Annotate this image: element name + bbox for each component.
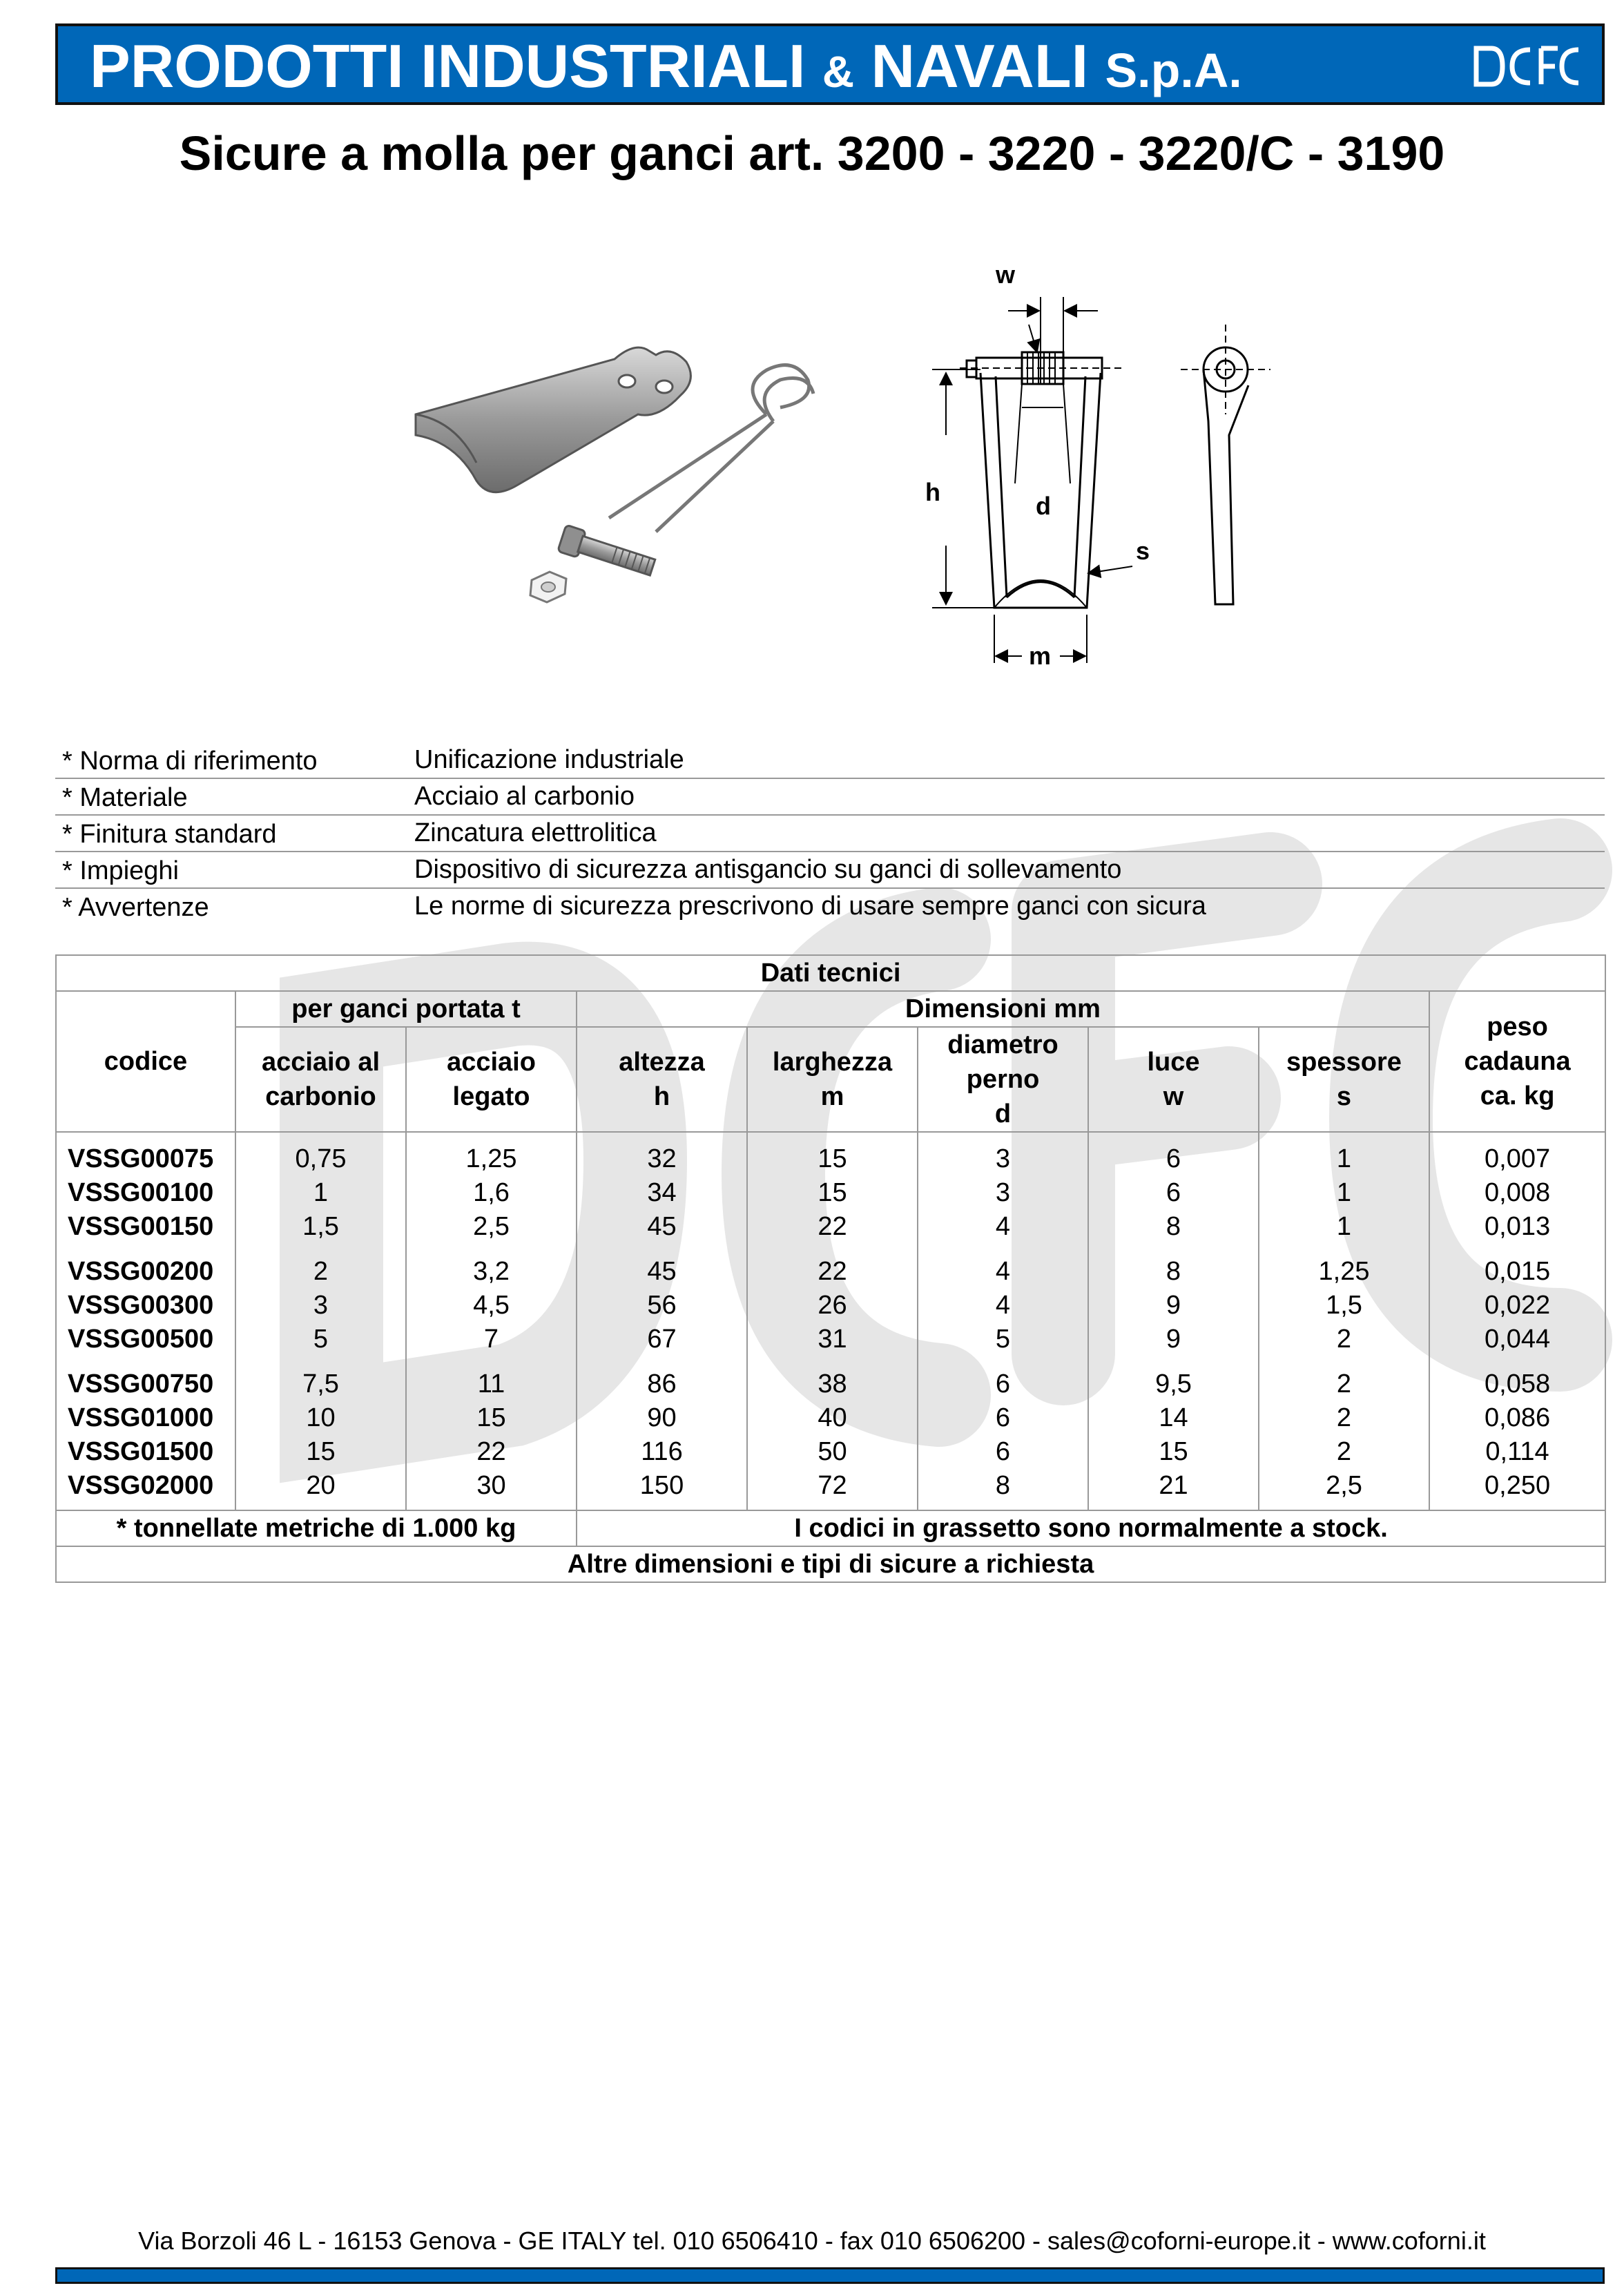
value-cell: 15 bbox=[747, 1176, 918, 1210]
value-cell: 15 bbox=[747, 1132, 918, 1176]
label-m: m bbox=[1029, 642, 1052, 670]
value-cell: 0,086 bbox=[1429, 1401, 1605, 1435]
gap-cell bbox=[577, 1244, 747, 1255]
gap-cell bbox=[56, 1356, 235, 1367]
value-cell: 31 bbox=[747, 1323, 918, 1356]
gap-cell bbox=[235, 1244, 406, 1255]
spec-row bbox=[55, 742, 1605, 779]
value-cell: 26 bbox=[747, 1289, 918, 1323]
code-cell: VSSG00200 bbox=[56, 1255, 235, 1289]
footer-contact: Via Borzoli 46 L - 16153 Genova - GE ITALY tel. 010 6506410 - fax 010 6506200 - sales@coforni-europe.it - www.coforni.it bbox=[138, 2227, 1486, 2255]
value-cell: 0,022 bbox=[1429, 1289, 1605, 1323]
value-cell: 2 bbox=[1259, 1367, 1429, 1401]
gap-cell bbox=[1088, 1244, 1259, 1255]
value-cell: 5 bbox=[235, 1323, 406, 1356]
value-cell: 15 bbox=[1088, 1435, 1259, 1469]
gap-cell bbox=[1259, 1356, 1429, 1367]
value-cell: 38 bbox=[747, 1367, 918, 1401]
value-cell: 10 bbox=[235, 1401, 406, 1435]
header-peso bbox=[1429, 991, 1605, 1132]
label-d: d bbox=[1036, 492, 1051, 520]
value-cell: 1,25 bbox=[1259, 1255, 1429, 1289]
spec-value: Le norme di sicurezza prescrivono di usare sempre ganci con sicura bbox=[414, 892, 1206, 921]
value-cell: 32 bbox=[577, 1132, 747, 1176]
technical-data-table bbox=[55, 954, 1606, 1583]
header-diametro-line: diametro bbox=[947, 1030, 1058, 1059]
header-luce bbox=[1088, 1027, 1259, 1132]
header-larghezza bbox=[747, 1027, 918, 1132]
spec-row bbox=[55, 852, 1605, 889]
value-cell: 20 bbox=[235, 1469, 406, 1510]
value-cell: 22 bbox=[406, 1435, 577, 1469]
header-spessore-line: s bbox=[1336, 1082, 1352, 1111]
footer-bar bbox=[55, 2267, 1605, 2284]
header-carbonio-line: carbonio bbox=[265, 1082, 376, 1111]
header-portata: per ganci portata t bbox=[235, 991, 577, 1027]
value-cell: 1,25 bbox=[406, 1132, 577, 1176]
gap-cell bbox=[918, 1356, 1088, 1367]
code-cell: VSSG00750 bbox=[56, 1367, 235, 1401]
value-cell: 15 bbox=[406, 1401, 577, 1435]
value-cell: 1 bbox=[1259, 1176, 1429, 1210]
value-cell: 0,007 bbox=[1429, 1132, 1605, 1176]
code-cell: VSSG01500 bbox=[56, 1435, 235, 1469]
value-cell: 3 bbox=[918, 1132, 1088, 1176]
label-w: w bbox=[996, 260, 1016, 289]
spec-label: * Materiale bbox=[62, 783, 188, 812]
value-cell: 0,058 bbox=[1429, 1367, 1605, 1401]
table-row bbox=[56, 1255, 1605, 1289]
value-cell: 116 bbox=[577, 1435, 747, 1469]
header-diametro-line: d bbox=[994, 1099, 1012, 1128]
gap-cell bbox=[1429, 1244, 1605, 1255]
code-cell: VSSG01000 bbox=[56, 1401, 235, 1435]
header-legato-line: legato bbox=[452, 1082, 530, 1111]
company-name bbox=[90, 33, 1242, 105]
value-cell: 0,015 bbox=[1429, 1255, 1605, 1289]
note-altre-dimensioni: Altre dimensioni e tipi di sicure a richiesta bbox=[56, 1546, 1605, 1582]
value-cell: 9 bbox=[1088, 1323, 1259, 1356]
value-cell: 21 bbox=[1088, 1469, 1259, 1510]
value-cell: 67 bbox=[577, 1323, 747, 1356]
value-cell: 86 bbox=[577, 1367, 747, 1401]
specs-list bbox=[55, 742, 1605, 924]
header-bar bbox=[55, 23, 1605, 105]
gap-cell bbox=[235, 1356, 406, 1367]
value-cell: 0,008 bbox=[1429, 1176, 1605, 1210]
value-cell: 8 bbox=[918, 1469, 1088, 1510]
spec-value: Dispositivo di sicurezza antisgancio su ganci di sollevamento bbox=[414, 855, 1122, 884]
value-cell: 0,114 bbox=[1429, 1435, 1605, 1469]
company-name-main: PRODOTTI INDUSTRIALI bbox=[90, 32, 806, 100]
value-cell: 1 bbox=[1259, 1132, 1429, 1176]
spec-label: * Impieghi bbox=[62, 856, 179, 885]
value-cell: 9 bbox=[1088, 1289, 1259, 1323]
header-legato-line: acciaio bbox=[447, 1048, 536, 1077]
value-cell: 6 bbox=[918, 1367, 1088, 1401]
header-carbonio bbox=[235, 1027, 406, 1132]
table-row bbox=[56, 1323, 1605, 1356]
value-cell: 4,5 bbox=[406, 1289, 577, 1323]
value-cell: 0,75 bbox=[235, 1132, 406, 1176]
table-body bbox=[56, 1132, 1605, 1510]
value-cell: 7 bbox=[406, 1323, 577, 1356]
header-larghezza-line: m bbox=[820, 1082, 844, 1111]
value-cell: 72 bbox=[747, 1469, 918, 1510]
code-cell: VSSG00500 bbox=[56, 1323, 235, 1356]
value-cell: 22 bbox=[747, 1210, 918, 1244]
value-cell: 1,5 bbox=[235, 1210, 406, 1244]
company-name-amp: & bbox=[822, 47, 855, 97]
header-spessore-line: spessore bbox=[1286, 1048, 1402, 1077]
value-cell: 2 bbox=[1259, 1401, 1429, 1435]
value-cell: 3 bbox=[918, 1176, 1088, 1210]
code-cell: VSSG00150 bbox=[56, 1210, 235, 1244]
value-cell: 1,5 bbox=[1259, 1289, 1429, 1323]
value-cell: 1 bbox=[1259, 1210, 1429, 1244]
value-cell: 150 bbox=[577, 1469, 747, 1510]
gap-cell bbox=[56, 1244, 235, 1255]
value-cell: 1 bbox=[235, 1176, 406, 1210]
value-cell: 30 bbox=[406, 1469, 577, 1510]
code-cell: VSSG02000 bbox=[56, 1469, 235, 1510]
table-row bbox=[56, 1401, 1605, 1435]
value-cell: 2 bbox=[1259, 1435, 1429, 1469]
value-cell: 45 bbox=[577, 1210, 747, 1244]
table-row bbox=[56, 1132, 1605, 1176]
value-cell: 4 bbox=[918, 1289, 1088, 1323]
value-cell: 7,5 bbox=[235, 1367, 406, 1401]
value-cell: 3 bbox=[235, 1289, 406, 1323]
table-row bbox=[56, 1435, 1605, 1469]
spec-label: * Avvertenze bbox=[62, 893, 209, 922]
header-altezza-line: altezza bbox=[619, 1048, 705, 1077]
value-cell: 0,250 bbox=[1429, 1469, 1605, 1510]
value-cell: 2,5 bbox=[406, 1210, 577, 1244]
value-cell: 11 bbox=[406, 1367, 577, 1401]
header-legato bbox=[406, 1027, 577, 1132]
code-cell: VSSG00300 bbox=[56, 1289, 235, 1323]
header-peso-line: cadauna bbox=[1464, 1047, 1571, 1076]
gap-cell bbox=[406, 1244, 577, 1255]
gap-cell bbox=[1259, 1244, 1429, 1255]
value-cell: 6 bbox=[918, 1401, 1088, 1435]
value-cell: 6 bbox=[1088, 1132, 1259, 1176]
header-diametro bbox=[918, 1027, 1088, 1132]
spec-value: Zincatura elettrolitica bbox=[414, 818, 657, 847]
value-cell: 0,044 bbox=[1429, 1323, 1605, 1356]
value-cell: 45 bbox=[577, 1255, 747, 1289]
header-codice: codice bbox=[56, 991, 235, 1132]
value-cell: 6 bbox=[918, 1435, 1088, 1469]
company-name-spa: S.p.A. bbox=[1105, 44, 1242, 97]
gap-cell bbox=[1429, 1356, 1605, 1367]
value-cell: 9,5 bbox=[1088, 1367, 1259, 1401]
code-cell: VSSG00100 bbox=[56, 1176, 235, 1210]
header-peso-line: ca. kg bbox=[1480, 1081, 1555, 1111]
label-s: s bbox=[1136, 537, 1150, 565]
value-cell: 4 bbox=[918, 1255, 1088, 1289]
spec-row bbox=[55, 889, 1605, 924]
company-name-navali: NAVALI bbox=[871, 32, 1089, 100]
note-tonnellate: * tonnellate metriche di 1.000 kg bbox=[56, 1510, 577, 1546]
table-group-gap bbox=[56, 1356, 1605, 1367]
table-row bbox=[56, 1289, 1605, 1323]
table-row bbox=[56, 1210, 1605, 1244]
header-luce-line: luce bbox=[1147, 1048, 1200, 1077]
value-cell: 22 bbox=[747, 1255, 918, 1289]
spec-row bbox=[55, 816, 1605, 852]
header-diametro-line: perno bbox=[966, 1065, 1040, 1094]
header-larghezza-line: larghezza bbox=[772, 1048, 893, 1077]
value-cell: 56 bbox=[577, 1289, 747, 1323]
value-cell: 8 bbox=[1088, 1255, 1259, 1289]
label-h: h bbox=[925, 478, 940, 506]
spec-label: * Finitura standard bbox=[62, 820, 277, 849]
gap-cell bbox=[577, 1356, 747, 1367]
technical-drawing bbox=[918, 256, 1291, 691]
page-title: Sicure a molla per ganci art. 3200 - 3220 - 3220/C - 3190 bbox=[179, 126, 1445, 180]
header-peso-line: peso bbox=[1487, 1012, 1548, 1041]
value-cell: 3,2 bbox=[406, 1255, 577, 1289]
value-cell: 14 bbox=[1088, 1401, 1259, 1435]
value-cell: 2 bbox=[235, 1255, 406, 1289]
value-cell: 40 bbox=[747, 1401, 918, 1435]
value-cell: 8 bbox=[1088, 1210, 1259, 1244]
table-group-gap bbox=[56, 1244, 1605, 1255]
spec-row bbox=[55, 779, 1605, 816]
value-cell: 50 bbox=[747, 1435, 918, 1469]
gap-cell bbox=[918, 1244, 1088, 1255]
table-row bbox=[56, 1469, 1605, 1510]
header-altezza bbox=[577, 1027, 747, 1132]
value-cell: 2 bbox=[1259, 1323, 1429, 1356]
header-luce-line: w bbox=[1163, 1082, 1184, 1111]
header-spessore bbox=[1259, 1027, 1429, 1132]
table-row bbox=[56, 1176, 1605, 1210]
header-altezza-line: h bbox=[653, 1082, 670, 1111]
header-carbonio-line: acciaio al bbox=[261, 1048, 380, 1077]
code-cell: VSSG00075 bbox=[56, 1132, 235, 1176]
value-cell: 2,5 bbox=[1259, 1469, 1429, 1510]
gap-cell bbox=[1088, 1356, 1259, 1367]
value-cell: 0,013 bbox=[1429, 1210, 1605, 1244]
spec-value: Unificazione industriale bbox=[414, 745, 684, 774]
company-logo bbox=[1472, 41, 1581, 91]
table-title: Dati tecnici bbox=[56, 955, 1605, 991]
value-cell: 1,6 bbox=[406, 1176, 577, 1210]
value-cell: 34 bbox=[577, 1176, 747, 1210]
note-stock: I codici in grassetto sono normalmente a stock. bbox=[577, 1510, 1605, 1546]
value-cell: 6 bbox=[1088, 1176, 1259, 1210]
table-row bbox=[56, 1367, 1605, 1401]
value-cell: 15 bbox=[235, 1435, 406, 1469]
header-dimensioni: Dimensioni mm bbox=[577, 991, 1429, 1027]
spec-label: * Norma di riferimento bbox=[62, 747, 318, 776]
value-cell: 90 bbox=[577, 1401, 747, 1435]
value-cell: 5 bbox=[918, 1323, 1088, 1356]
product-illustration bbox=[407, 331, 863, 622]
gap-cell bbox=[406, 1356, 577, 1367]
gap-cell bbox=[747, 1356, 918, 1367]
spec-value: Acciaio al carbonio bbox=[414, 782, 635, 811]
value-cell: 4 bbox=[918, 1210, 1088, 1244]
gap-cell bbox=[747, 1244, 918, 1255]
